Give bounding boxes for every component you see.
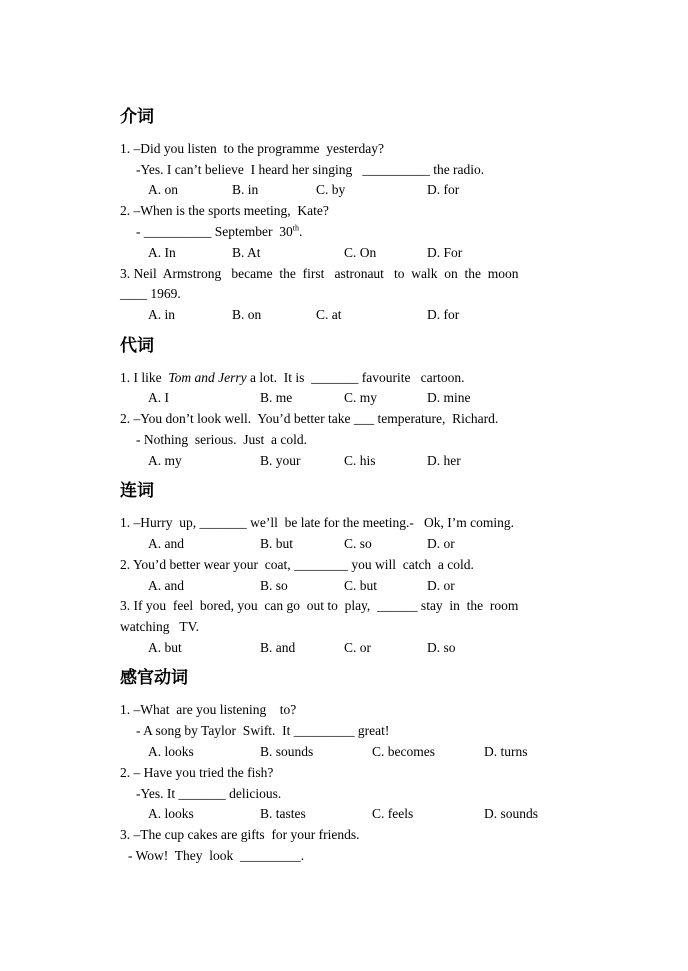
option-a: A. looks (148, 806, 194, 821)
option-c: C. by (316, 182, 346, 197)
question-post: a lot. It is _______ favourite cartoon. (246, 370, 465, 385)
option-a: A. and (148, 536, 184, 551)
option-a: A. on (148, 182, 178, 197)
question-text: 1. –Hurry up, _______ we’ll be late for the meeting.- Ok, I’m coming. (120, 515, 515, 530)
question-text: 1. –What are you listening to? (120, 702, 297, 717)
answer-blank: - __________ September 30 (136, 224, 293, 239)
option-c: C. becomes (372, 744, 435, 759)
option-a: A. my (148, 453, 182, 468)
option-d: D. or (427, 578, 455, 593)
italic-title: Tom and Jerry (168, 370, 247, 385)
option-b: B. tastes (260, 806, 306, 821)
question-text: 2. You’d better wear your coat, ________ you will catch a cold. (120, 557, 474, 572)
option-b: B. and (260, 640, 296, 655)
option-d: D. for (427, 307, 460, 322)
question-text: 3. –The cup cakes are gifts for your friends. (120, 827, 360, 842)
option-d: D. mine (427, 390, 471, 405)
answer-line: - A song by Taylor Swift. It _________ great! (136, 723, 390, 738)
option-d: D. turns (484, 744, 528, 759)
question-text: 2. – Have you tried the fish? (120, 765, 274, 780)
question-text-cont: ____ 1969. (120, 286, 181, 301)
option-b: B. so (260, 578, 288, 593)
section-heading: 介词 (120, 107, 154, 127)
option-b: B. on (232, 307, 262, 322)
option-c: C. On (344, 245, 377, 260)
answer-line: -Yes. It _______ delicious. (136, 786, 282, 801)
option-b: B. me (260, 390, 293, 405)
question-text: 1. –Did you listen to the programme yesterday? (120, 141, 384, 156)
section-heading: 感官动词 (120, 668, 188, 688)
superscript: th (292, 223, 299, 233)
option-d: D. so (427, 640, 456, 655)
option-b: B. sounds (260, 744, 314, 759)
option-a: A. but (148, 640, 182, 655)
option-b: B. At (232, 245, 261, 260)
question-text (120, 370, 464, 386)
answer-tail: . (298, 224, 303, 239)
option-d: D. For (427, 245, 463, 260)
question-text: 2. –You don’t look well. You’d better take ___ temperature, Richard. (120, 411, 499, 426)
option-c: C. at (316, 307, 342, 322)
question-text: 3. If you feel bored, you can go out to play, ______ stay in the room (120, 598, 519, 613)
answer-line: - Wow! They look _________. (128, 848, 305, 863)
question-text: 3. Neil Armstrong became the first astronaut to walk on the moon (120, 266, 519, 281)
option-c: C. my (344, 390, 378, 405)
option-c: C. feels (372, 806, 414, 821)
option-c: C. so (344, 536, 372, 551)
answer-line: - Nothing serious. Just a cold. (136, 432, 307, 447)
section-heading: 连词 (120, 481, 154, 501)
option-b: B. but (260, 536, 294, 551)
option-a: A. in (148, 307, 175, 322)
option-a: A. I (148, 390, 169, 405)
option-a: A. In (148, 245, 176, 260)
option-d: D. or (427, 536, 455, 551)
option-b: B. in (232, 182, 259, 197)
option-c: C. or (344, 640, 371, 655)
section-heading: 代词 (120, 336, 154, 356)
option-d: D. for (427, 182, 460, 197)
option-d: D. her (427, 453, 461, 468)
option-a: A. and (148, 578, 184, 593)
option-b: B. your (260, 453, 301, 468)
question-text-cont: watching TV. (120, 619, 199, 634)
answer-line (136, 224, 302, 240)
question-text: 2. –When is the sports meeting, Kate? (120, 203, 329, 218)
option-d: D. sounds (484, 806, 539, 821)
option-a: A. looks (148, 744, 194, 759)
answer-line: -Yes. I can’t believe I heard her singing __________ the radio. (136, 162, 485, 177)
option-c: C. his (344, 453, 376, 468)
question-pre: 1. I like (120, 370, 169, 385)
option-c: C. but (344, 578, 378, 593)
